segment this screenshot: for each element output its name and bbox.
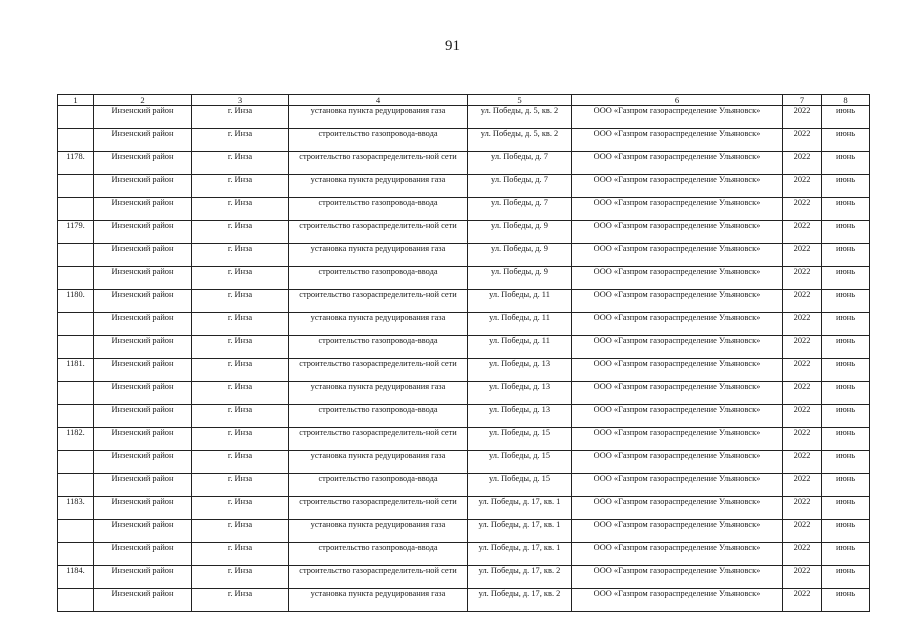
address-cell: ул. Победы, д. 15 [468, 451, 572, 474]
row-number-cell: 1180. [58, 290, 94, 313]
address-cell: ул. Победы, д. 11 [468, 336, 572, 359]
year-cell: 2022 [783, 106, 822, 129]
col-header-4: 4 [289, 95, 468, 106]
district-cell: Инзенский район [94, 106, 192, 129]
district-cell: Инзенский район [94, 221, 192, 244]
work-type-cell: установка пункта редуцирования газа [289, 520, 468, 543]
organization-cell: ООО «Газпром газораспределение Ульяновск» [572, 313, 783, 336]
town-cell: г. Инза [192, 267, 289, 290]
organization-cell: ООО «Газпром газораспределение Ульяновск» [572, 428, 783, 451]
town-cell: г. Инза [192, 520, 289, 543]
year-cell: 2022 [783, 267, 822, 290]
year-cell: 2022 [783, 382, 822, 405]
district-cell: Инзенский район [94, 336, 192, 359]
month-cell: июнь [822, 267, 870, 290]
month-cell: июнь [822, 405, 870, 428]
work-type-cell: строительство газопровода-ввода [289, 405, 468, 428]
organization-cell: ООО «Газпром газораспределение Ульяновск» [572, 405, 783, 428]
month-cell: июнь [822, 543, 870, 566]
work-type-cell: установка пункта редуцирования газа [289, 451, 468, 474]
col-header-3: 3 [192, 95, 289, 106]
work-type-cell: строительство газопровода-ввода [289, 474, 468, 497]
table-row [58, 451, 870, 474]
district-cell: Инзенский район [94, 244, 192, 267]
row-number-cell: 1183. [58, 497, 94, 520]
town-cell: г. Инза [192, 244, 289, 267]
row-number-cell [58, 520, 94, 543]
year-cell: 2022 [783, 428, 822, 451]
row-number-cell: 1179. [58, 221, 94, 244]
town-cell: г. Инза [192, 221, 289, 244]
organization-cell: ООО «Газпром газораспределение Ульяновск» [572, 267, 783, 290]
district-cell: Инзенский район [94, 359, 192, 382]
work-type-cell: строительство газораспределитель-ной сети [289, 359, 468, 382]
district-cell: Инзенский район [94, 543, 192, 566]
row-number-cell: 1181. [58, 359, 94, 382]
district-cell: Инзенский район [94, 474, 192, 497]
row-number-cell [58, 336, 94, 359]
work-type-cell: установка пункта редуцирования газа [289, 244, 468, 267]
organization-cell: ООО «Газпром газораспределение Ульяновск» [572, 382, 783, 405]
work-type-cell: строительство газопровода-ввода [289, 336, 468, 359]
address-cell: ул. Победы, д. 7 [468, 175, 572, 198]
col-header-2: 2 [94, 95, 192, 106]
col-header-1: 1 [58, 95, 94, 106]
table-row [58, 129, 870, 152]
table-row [58, 175, 870, 198]
address-cell: ул. Победы, д. 7 [468, 152, 572, 175]
work-type-cell: строительство газораспределитель-ной сети [289, 566, 468, 589]
col-header-7: 7 [783, 95, 822, 106]
work-type-cell: установка пункта редуцирования газа [289, 382, 468, 405]
table-row [58, 221, 870, 244]
work-type-cell: строительство газопровода-ввода [289, 543, 468, 566]
address-cell: ул. Победы, д. 13 [468, 382, 572, 405]
district-cell: Инзенский район [94, 152, 192, 175]
district-cell: Инзенский район [94, 520, 192, 543]
address-cell: ул. Победы, д. 17, кв. 1 [468, 497, 572, 520]
row-number-cell [58, 474, 94, 497]
address-cell: ул. Победы, д. 9 [468, 244, 572, 267]
town-cell: г. Инза [192, 359, 289, 382]
row-number-cell: 1178. [58, 152, 94, 175]
district-cell: Инзенский район [94, 129, 192, 152]
address-cell: ул. Победы, д. 5, кв. 2 [468, 106, 572, 129]
town-cell: г. Инза [192, 129, 289, 152]
table-row [58, 428, 870, 451]
row-number-cell [58, 129, 94, 152]
district-cell: Инзенский район [94, 589, 192, 612]
table-row [58, 198, 870, 221]
town-cell: г. Инза [192, 474, 289, 497]
district-cell: Инзенский район [94, 313, 192, 336]
organization-cell: ООО «Газпром газораспределение Ульяновск» [572, 244, 783, 267]
table-row [58, 405, 870, 428]
row-number-cell [58, 106, 94, 129]
year-cell: 2022 [783, 198, 822, 221]
row-number-cell [58, 451, 94, 474]
work-type-cell: строительство газопровода-ввода [289, 198, 468, 221]
col-header-5: 5 [468, 95, 572, 106]
year-cell: 2022 [783, 520, 822, 543]
district-cell: Инзенский район [94, 566, 192, 589]
town-cell: г. Инза [192, 566, 289, 589]
town-cell: г. Инза [192, 589, 289, 612]
organization-cell: ООО «Газпром газораспределение Ульяновск» [572, 221, 783, 244]
year-cell: 2022 [783, 405, 822, 428]
organization-cell: ООО «Газпром газораспределение Ульяновск» [572, 152, 783, 175]
organization-cell: ООО «Газпром газораспределение Ульяновск» [572, 359, 783, 382]
work-type-cell: строительство газопровода-ввода [289, 129, 468, 152]
town-cell: г. Инза [192, 336, 289, 359]
month-cell: июнь [822, 106, 870, 129]
work-type-cell: строительство газораспределитель-ной сети [289, 497, 468, 520]
work-type-cell: строительство газораспределитель-ной сети [289, 221, 468, 244]
district-cell: Инзенский район [94, 451, 192, 474]
table-row [58, 336, 870, 359]
row-number-cell [58, 175, 94, 198]
address-cell: ул. Победы, д. 15 [468, 474, 572, 497]
page-number: 91 [445, 38, 460, 54]
town-cell: г. Инза [192, 290, 289, 313]
district-cell: Инзенский район [94, 267, 192, 290]
district-cell: Инзенский район [94, 175, 192, 198]
table-row [58, 520, 870, 543]
organization-cell: ООО «Газпром газораспределение Ульяновск» [572, 543, 783, 566]
work-type-cell: строительство газораспределитель-ной сети [289, 152, 468, 175]
month-cell: июнь [822, 313, 870, 336]
table-row [58, 244, 870, 267]
address-cell: ул. Победы, д. 13 [468, 359, 572, 382]
address-cell: ул. Победы, д. 17, кв. 1 [468, 543, 572, 566]
work-type-cell: установка пункта редуцирования газа [289, 106, 468, 129]
town-cell: г. Инза [192, 543, 289, 566]
month-cell: июнь [822, 520, 870, 543]
organization-cell: ООО «Газпром газораспределение Ульяновск» [572, 520, 783, 543]
year-cell: 2022 [783, 474, 822, 497]
town-cell: г. Инза [192, 198, 289, 221]
month-cell: июнь [822, 359, 870, 382]
work-type-cell: строительство газораспределитель-ной сети [289, 428, 468, 451]
address-cell: ул. Победы, д. 5, кв. 2 [468, 129, 572, 152]
row-number-cell [58, 313, 94, 336]
year-cell: 2022 [783, 566, 822, 589]
header-row [58, 95, 870, 106]
month-cell: июнь [822, 589, 870, 612]
table-row [58, 313, 870, 336]
town-cell: г. Инза [192, 405, 289, 428]
address-cell: ул. Победы, д. 13 [468, 405, 572, 428]
address-cell: ул. Победы, д. 9 [468, 267, 572, 290]
organization-cell: ООО «Газпром газораспределение Ульяновск» [572, 175, 783, 198]
row-number-cell [58, 244, 94, 267]
year-cell: 2022 [783, 336, 822, 359]
organization-cell: ООО «Газпром газораспределение Ульяновск» [572, 497, 783, 520]
town-cell: г. Инза [192, 106, 289, 129]
year-cell: 2022 [783, 543, 822, 566]
month-cell: июнь [822, 221, 870, 244]
month-cell: июнь [822, 382, 870, 405]
row-number-cell [58, 382, 94, 405]
year-cell: 2022 [783, 244, 822, 267]
town-cell: г. Инза [192, 497, 289, 520]
organization-cell: ООО «Газпром газораспределение Ульяновск» [572, 589, 783, 612]
month-cell: июнь [822, 175, 870, 198]
table-row [58, 267, 870, 290]
month-cell: июнь [822, 428, 870, 451]
row-number-cell [58, 543, 94, 566]
table-row [58, 382, 870, 405]
col-header-6: 6 [572, 95, 783, 106]
year-cell: 2022 [783, 152, 822, 175]
town-cell: г. Инза [192, 382, 289, 405]
town-cell: г. Инза [192, 175, 289, 198]
organization-cell: ООО «Газпром газораспределение Ульяновск» [572, 474, 783, 497]
year-cell: 2022 [783, 129, 822, 152]
year-cell: 2022 [783, 221, 822, 244]
district-cell: Инзенский район [94, 497, 192, 520]
district-cell: Инзенский район [94, 382, 192, 405]
table-row [58, 589, 870, 612]
row-number-cell: 1184. [58, 566, 94, 589]
month-cell: июнь [822, 336, 870, 359]
month-cell: июнь [822, 451, 870, 474]
district-cell: Инзенский район [94, 290, 192, 313]
organization-cell: ООО «Газпром газораспределение Ульяновск» [572, 198, 783, 221]
year-cell: 2022 [783, 175, 822, 198]
organization-cell: ООО «Газпром газораспределение Ульяновск» [572, 129, 783, 152]
year-cell: 2022 [783, 313, 822, 336]
town-cell: г. Инза [192, 313, 289, 336]
town-cell: г. Инза [192, 451, 289, 474]
month-cell: июнь [822, 566, 870, 589]
address-cell: ул. Победы, д. 9 [468, 221, 572, 244]
table-row [58, 543, 870, 566]
work-type-cell: установка пункта редуцирования газа [289, 313, 468, 336]
organization-cell: ООО «Газпром газораспределение Ульяновск» [572, 336, 783, 359]
address-cell: ул. Победы, д. 11 [468, 313, 572, 336]
month-cell: июнь [822, 474, 870, 497]
year-cell: 2022 [783, 359, 822, 382]
year-cell: 2022 [783, 451, 822, 474]
row-number-cell: 1182. [58, 428, 94, 451]
town-cell: г. Инза [192, 152, 289, 175]
table-row [58, 474, 870, 497]
district-cell: Инзенский район [94, 405, 192, 428]
address-cell: ул. Победы, д. 17, кв. 2 [468, 589, 572, 612]
register-table [57, 94, 870, 612]
month-cell: июнь [822, 198, 870, 221]
address-cell: ул. Победы, д. 15 [468, 428, 572, 451]
row-number-cell [58, 198, 94, 221]
organization-cell: ООО «Газпром газораспределение Ульяновск» [572, 566, 783, 589]
year-cell: 2022 [783, 497, 822, 520]
work-type-cell: установка пункта редуцирования газа [289, 175, 468, 198]
month-cell: июнь [822, 152, 870, 175]
year-cell: 2022 [783, 589, 822, 612]
organization-cell: ООО «Газпром газораспределение Ульяновск» [572, 290, 783, 313]
month-cell: июнь [822, 497, 870, 520]
address-cell: ул. Победы, д. 11 [468, 290, 572, 313]
row-number-cell [58, 405, 94, 428]
work-type-cell: строительство газопровода-ввода [289, 267, 468, 290]
address-cell: ул. Победы, д. 17, кв. 2 [468, 566, 572, 589]
month-cell: июнь [822, 244, 870, 267]
table-row [58, 359, 870, 382]
month-cell: июнь [822, 290, 870, 313]
table-row [58, 106, 870, 129]
year-cell: 2022 [783, 290, 822, 313]
table-row [58, 152, 870, 175]
row-number-cell [58, 589, 94, 612]
organization-cell: ООО «Газпром газораспределение Ульяновск» [572, 106, 783, 129]
row-number-cell [58, 267, 94, 290]
district-cell: Инзенский район [94, 428, 192, 451]
table-row [58, 290, 870, 313]
town-cell: г. Инза [192, 428, 289, 451]
month-cell: июнь [822, 129, 870, 152]
district-cell: Инзенский район [94, 198, 192, 221]
work-type-cell: установка пункта редуцирования газа [289, 589, 468, 612]
address-cell: ул. Победы, д. 7 [468, 198, 572, 221]
table-row [58, 497, 870, 520]
organization-cell: ООО «Газпром газораспределение Ульяновск» [572, 451, 783, 474]
address-cell: ул. Победы, д. 17, кв. 1 [468, 520, 572, 543]
work-type-cell: строительство газораспределитель-ной сети [289, 290, 468, 313]
col-header-8: 8 [822, 95, 870, 106]
table-row [58, 566, 870, 589]
